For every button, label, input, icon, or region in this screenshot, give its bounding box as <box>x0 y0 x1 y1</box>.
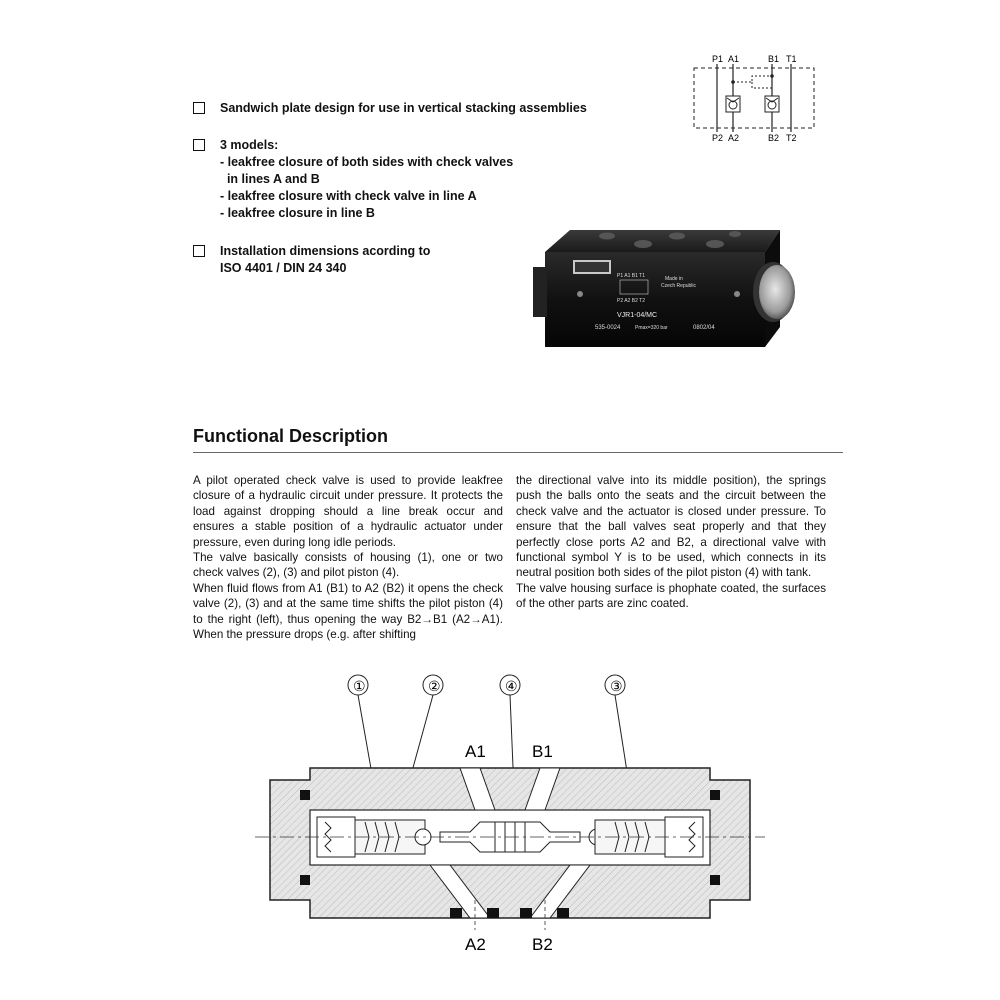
seal-icon <box>710 790 720 800</box>
feature-sub-line: - leakfree closure in line B <box>220 206 375 220</box>
feature-title: 3 models: <box>220 138 279 152</box>
symbol-port-label: B1 <box>768 54 780 64</box>
seal-icon <box>487 908 499 918</box>
left-end-plug <box>533 267 547 317</box>
seal-icon <box>557 908 569 918</box>
callout-1: ① <box>353 678 366 694</box>
hydraulic-symbol <box>690 52 820 147</box>
checkbox-bullet-icon <box>193 139 205 151</box>
paragraph: The valve basically consists of housing (1), one or two check valves (2), (3) and pilot piston (4). <box>193 551 503 580</box>
callout-4: ④ <box>505 678 518 694</box>
feature-item-1 <box>193 100 587 117</box>
port-label-b2: B2 <box>532 935 553 954</box>
photo-country: Czech Republic <box>661 283 697 289</box>
paragraph: When fluid flows from A1 (B1) to A2 (B2) it opens the check valve (2), (3) and at the same time shifts the pilot piston (4) to the right (left), thus opening the way B2→B1 (A2→A1). When the pressure drops (e.g. after shifting <box>193 581 503 642</box>
feature-item-2 <box>193 137 513 222</box>
port-hole-icon <box>706 240 724 248</box>
callout-3: ③ <box>610 678 623 694</box>
description-column-1 <box>193 473 503 642</box>
paragraph: The valve housing surface is phophate coated, the surfaces of the other parts are zinc coated. <box>516 581 826 611</box>
port-label-a2: A2 <box>465 935 486 954</box>
valve-top-face <box>545 230 780 252</box>
description-column-2 <box>516 473 826 612</box>
symbol-port-label: T2 <box>786 133 797 143</box>
symbol-port-label: P1 <box>712 54 724 64</box>
photo-date: 0802/04 <box>693 325 715 331</box>
seal-icon <box>520 908 532 918</box>
symbol-pilot-line <box>752 82 772 88</box>
port-label-a1: A1 <box>465 742 486 761</box>
symbol-port-label: P2 <box>712 133 724 143</box>
section-rule <box>193 452 843 453</box>
junction-dot-icon <box>731 80 735 84</box>
photo-model: VJR1-04/MC <box>617 312 658 319</box>
screw-icon <box>577 291 583 297</box>
symbol-port-label: B2 <box>768 133 780 143</box>
photo-ports-bottom: P2 A2 B2 T2 <box>617 298 645 304</box>
photo-made-in: Made in <box>665 276 683 282</box>
feature-sub-line: ISO 4401 / DIN 24 340 <box>220 261 347 275</box>
junction-dot-icon <box>770 74 774 78</box>
port-hole-icon <box>599 233 615 240</box>
section-title: Functional Description <box>193 426 389 446</box>
end-cap-icon <box>759 265 795 319</box>
symbol-port-label: A1 <box>728 54 740 64</box>
feature-title: Installation dimensions acording to <box>220 244 431 258</box>
valve-product-photo <box>525 222 825 352</box>
port-hole-icon <box>634 240 652 248</box>
paragraph: A pilot operated check valve is used to provide leakfree closure of a hydraulic circuit under pressure. It protects the load against dropping should a line break occur and ensures a stable position of a hydraulic actuator under pressure, even during long idle periods. <box>193 474 503 549</box>
symbol-pilot-line <box>733 76 772 82</box>
port-hole-icon <box>729 231 741 237</box>
screw-icon <box>734 291 740 297</box>
feature-item-3 <box>193 243 430 277</box>
brand-logo-mark <box>575 262 609 272</box>
seal-icon <box>710 875 720 885</box>
photo-ports-top: P1 A1 B1 T1 <box>617 273 645 279</box>
symbol-outline <box>694 68 814 128</box>
feature-sub-line: - leakfree closure with check valve in line A <box>220 189 477 203</box>
photo-pressure: Pmax=320 bar <box>635 325 668 331</box>
checkbox-bullet-icon <box>193 102 205 114</box>
seal-icon <box>300 790 310 800</box>
seal-icon <box>450 908 462 918</box>
symbol-port-label: T1 <box>786 54 797 64</box>
port-hole-icon <box>669 233 685 240</box>
callout-2: ② <box>428 678 441 694</box>
feature-title: Sandwich plate design for use in vertical stacking assemblies <box>220 101 587 115</box>
feature-sub-line: in lines A and B <box>220 172 320 186</box>
photo-serial: 535-0024 <box>595 325 621 331</box>
port-label-b1: B1 <box>532 742 553 761</box>
feature-sub-line: - leakfree closure of both sides with check valves <box>220 155 514 169</box>
valve-section-diagram <box>255 670 765 960</box>
seal-icon <box>300 875 310 885</box>
checkbox-bullet-icon <box>193 245 205 257</box>
paragraph: the directional valve into its middle position), the springs push the balls onto the seats and the circuit between the check valve and the actuator is closed under pressure. To ensure that the ball valves seat properly and that they perfectly close ports A2 and B2, a directional valve with functional symbol Y is to be used, which connects in its neutral position both sides of the pilot piston (4) with tank. <box>516 474 826 580</box>
symbol-port-label: A2 <box>728 133 740 143</box>
